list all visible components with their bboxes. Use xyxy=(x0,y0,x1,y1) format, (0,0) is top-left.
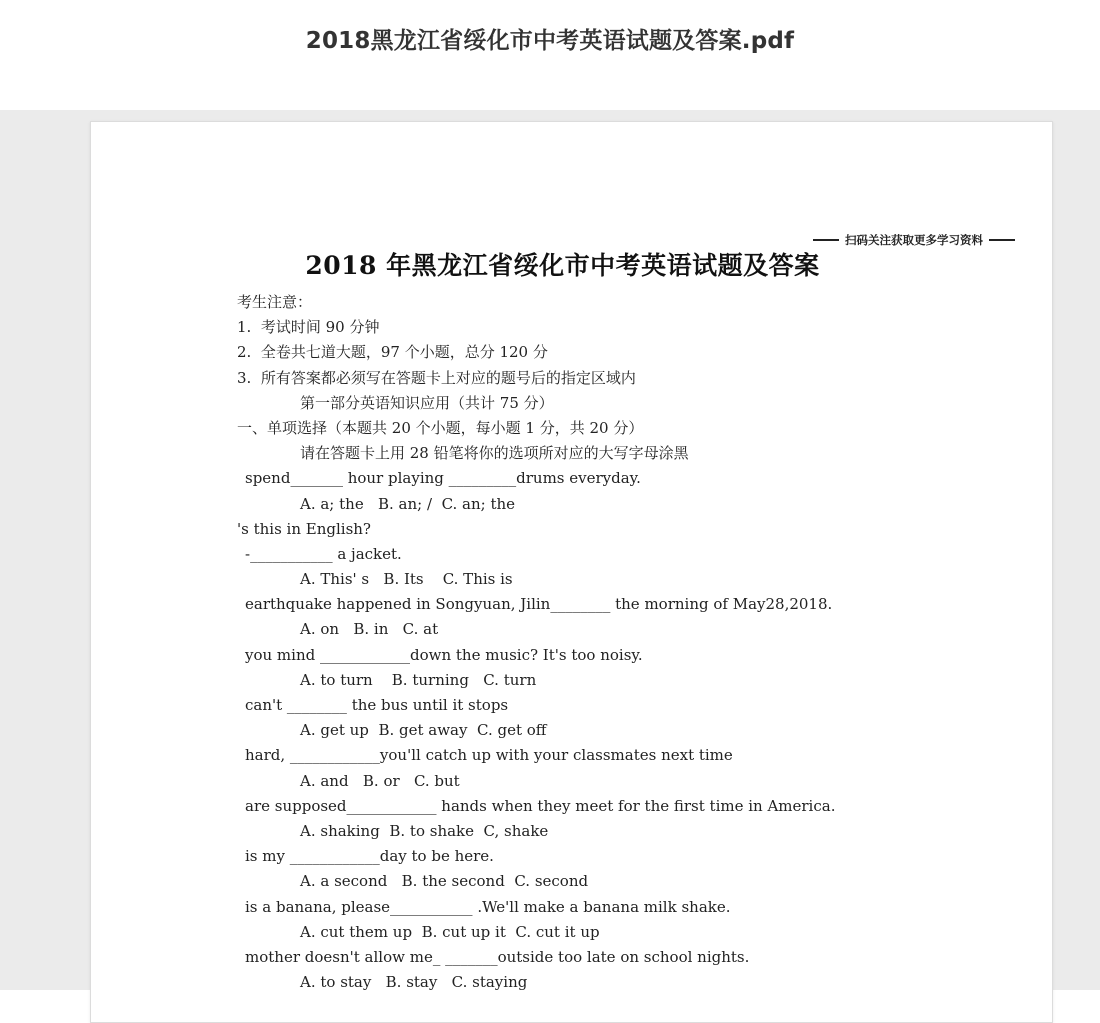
document-line: A. to turn B. turning C. turn xyxy=(300,670,537,689)
document-line: 请在答题卡上用 28 铅笔将你的选项所对应的大写字母涂黑 xyxy=(300,444,689,463)
document-line: A. a second B. the second C. second xyxy=(300,872,589,891)
document-line: A. on B. in C. at xyxy=(300,620,439,639)
document-line: A. shaking B. to shake C, shake xyxy=(300,821,549,840)
document-line: A. This' s B. Its C. This is xyxy=(300,570,513,589)
document-line: is a banana, please___________ .We'll make a banana milk shake. xyxy=(245,897,731,916)
pdf-page xyxy=(90,121,1053,1023)
document-line: 考生注意： xyxy=(237,293,313,311)
document-line: A. cut them up B. cut up it C. cut it up xyxy=(300,922,600,941)
qr-note-text: 扫码关注获取更多学习资料 xyxy=(845,233,983,247)
document-line: can't ________ the bus until it stops xyxy=(245,696,509,714)
document-title-text: 2018 年黑龙江省绥化市中考英语试题及答案 xyxy=(305,251,820,280)
document-line: 3. 所有答案都必须写在答题卡上对应的题号后的指定区域内 xyxy=(237,368,636,387)
document-line: mother doesn't allow me_ _______outside too late on school nights. xyxy=(245,947,750,966)
document-line: A. get up B. get away C. get off xyxy=(300,721,547,740)
document-line: 一、单项选择（本题共 20 个小题，每小题 1 分，共 20 分） xyxy=(237,418,644,437)
file-title: 2018黑龙江省绥化市中考英语试题及答案.pdf xyxy=(305,28,795,54)
document-line: is my ____________day to be here. xyxy=(245,847,494,866)
qr-note-rule-left xyxy=(813,239,839,241)
document-line: A. a; the B. an; / C. an; the xyxy=(300,494,516,513)
document-line: earthquake happened in Songyuan, Jilin________ the morning of May28,2018. xyxy=(245,595,833,614)
document-line: A. and B. or C. but xyxy=(300,771,460,790)
document-line: 's this in English? xyxy=(237,519,371,538)
document-body xyxy=(237,290,1017,995)
document-line: -___________ a jacket. xyxy=(245,544,402,563)
document-line: spend_______ hour playing _________drums everyday. xyxy=(245,469,641,488)
pdf-viewer[interactable] xyxy=(0,110,1100,990)
document-line: you mind ____________down the music? It's too noisy. xyxy=(245,645,643,664)
document-line: 2. 全卷共七道大题，97 个小题，总分 120 分 xyxy=(237,343,548,362)
document-line: A. to stay B. stay C. staying xyxy=(300,973,528,992)
document-line: 第一部分英语知识应用（共计 75 分） xyxy=(300,393,554,412)
document-line: 1. 考试时间 90 分钟 xyxy=(237,318,380,337)
document-title xyxy=(91,246,1052,282)
document-line: are supposed____________ hands when they meet for the first time in America. xyxy=(245,796,836,815)
qr-note-rule-right xyxy=(989,239,1015,241)
document-line: hard, ____________you'll catch up with your classmates next time xyxy=(245,746,733,765)
title-bar xyxy=(0,0,1100,110)
